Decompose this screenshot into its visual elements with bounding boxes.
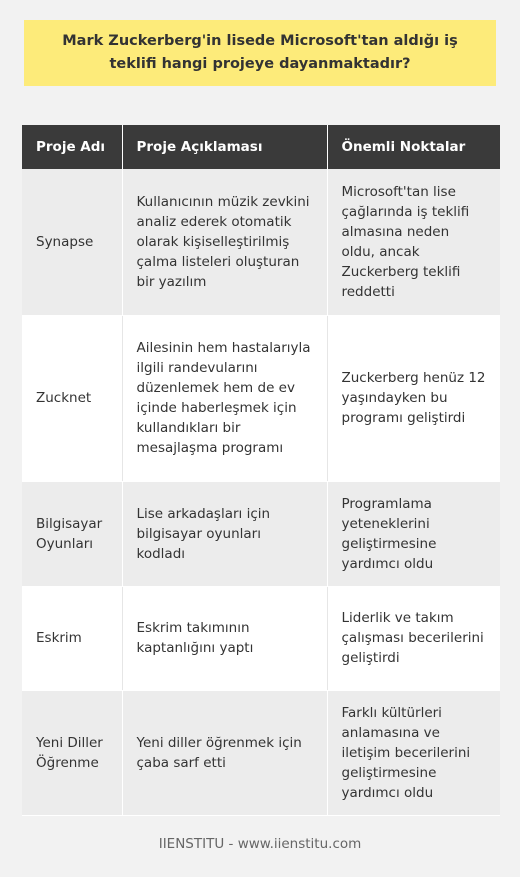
cell-project-name: Eskrim — [22, 586, 122, 690]
table-row — [22, 586, 500, 690]
cell-key-points: Programlama yeteneklerini geliştirmesine yardımcı oldu — [327, 481, 500, 586]
projects-table — [22, 125, 500, 816]
cell-key-points: Zuckerberg henüz 12 yaşındayken bu programı geliştirdi — [327, 315, 500, 481]
cell-project-description: Lise arkadaşları için bilgisayar oyunları kodladı — [122, 481, 327, 586]
header-key-points: Önemli Noktalar — [327, 125, 500, 169]
cell-key-points: Farklı kültürleri anlamasına ve iletişim becerilerini geliştirmesine yardımcı oldu — [327, 690, 500, 815]
cell-project-description: Eskrim takımının kaptanlığını yaptı — [122, 586, 327, 690]
cell-project-description: Kullanıcının müzik zevkini analiz ederek otomatik olarak kişiselleştirilmiş çalma listeleri oluşturan bir yazılım — [122, 169, 327, 315]
cell-key-points: Liderlik ve takım çalışması becerilerini geliştirdi — [327, 586, 500, 690]
cell-key-points: Microsoft'tan lise çağlarında iş teklifi almasına neden oldu, ancak Zuckerberg teklifi reddetti — [327, 169, 500, 315]
table-row — [22, 315, 500, 481]
footer-credit: IIENSTITU - www.iienstitu.com — [158, 836, 362, 852]
header-project-description: Proje Açıklaması — [122, 125, 327, 169]
cell-project-name: Synapse — [22, 169, 122, 315]
table-row — [22, 169, 500, 315]
cell-project-description: Yeni diller öğrenmek için çaba sarf etti — [122, 690, 327, 815]
table-row — [22, 481, 500, 586]
header-project-name: Proje Adı — [22, 125, 122, 169]
table-header-row — [22, 125, 500, 169]
cell-project-name: Yeni Diller Öğrenme — [22, 690, 122, 815]
cell-project-description: Ailesinin hem hastalarıyla ilgili randevularını düzenlemek hem de ev içinde haberleşmek için kullandıkları bir mesajlaşma programı — [122, 315, 327, 481]
table-row — [22, 690, 500, 815]
cell-project-name: Bilgisayar Oyunları — [22, 481, 122, 586]
cell-project-name: Zucknet — [22, 315, 122, 481]
page-title: Mark Zuckerberg'in lisede Microsoft'tan aldığı iş teklifi hangi projeye dayanmaktadır? — [62, 33, 458, 72]
title-banner — [24, 20, 496, 86]
